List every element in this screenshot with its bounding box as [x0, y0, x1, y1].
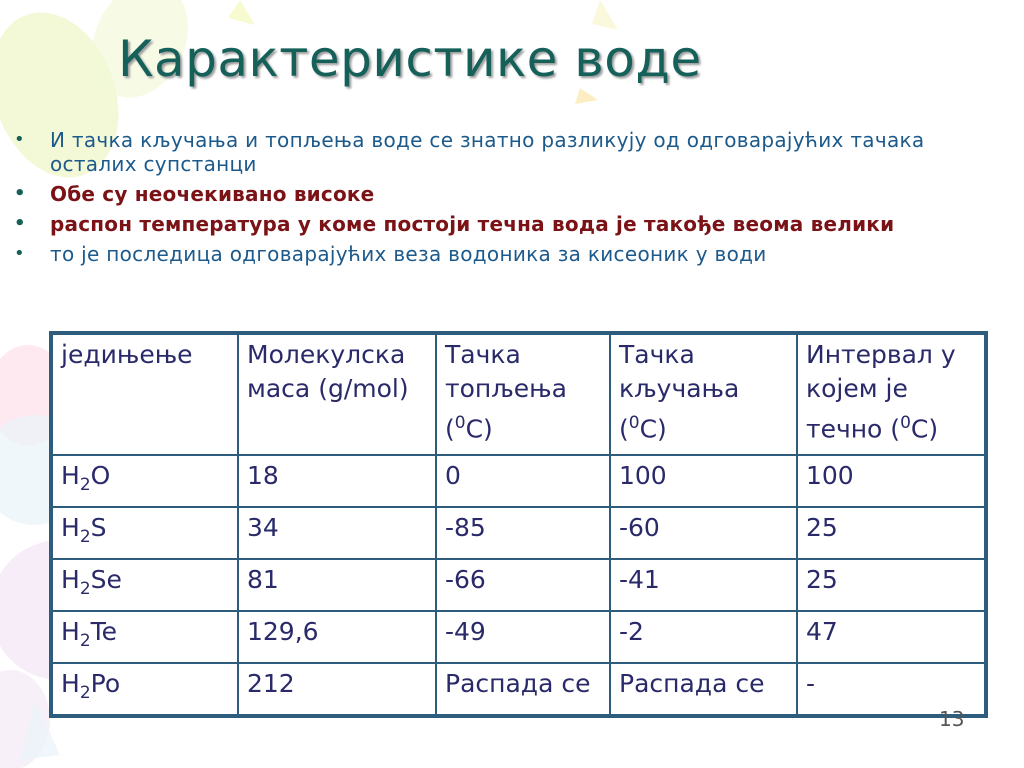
cell-interval: 25: [797, 507, 986, 559]
cell-melting: Распада се: [436, 663, 610, 716]
cell-mass: 81: [238, 559, 436, 611]
header-boiling-point: Тачка кључања ($^0$C): [610, 333, 797, 455]
table-row: [51, 507, 986, 559]
table-row: [51, 455, 986, 507]
cell-mass: 18: [238, 455, 436, 507]
cell-mass: 129,6: [238, 611, 436, 663]
cell-melting: -85: [436, 507, 610, 559]
cell-melting: 0: [436, 455, 610, 507]
header-liquid-interval: Интервал у којем је течно ($^0$C): [797, 333, 986, 455]
header-molar-mass: Молекулска маса (g/mol): [238, 333, 436, 455]
cell-interval: 100: [797, 455, 986, 507]
cell-interval: 25: [797, 559, 986, 611]
cell-mass: 212: [238, 663, 436, 716]
page-number: 13: [939, 707, 965, 731]
cell-compound: $H_2Te$: [51, 611, 238, 663]
table-row: [51, 559, 986, 611]
cell-compound: $H_2O$: [51, 455, 238, 507]
cell-melting: -66: [436, 559, 610, 611]
bullet-dot-icon: •: [14, 129, 25, 150]
cell-melting: -49: [436, 611, 610, 663]
cell-boiling: 100: [610, 455, 797, 507]
cell-compound: $H_2Po$: [51, 663, 238, 716]
header-melting-point: Тачка топљења ($^0$C): [436, 333, 610, 455]
properties-table: [49, 331, 988, 718]
cell-interval: -: [797, 663, 986, 716]
bullet-item: [14, 242, 974, 266]
header-compound: једињење: [51, 333, 238, 455]
cell-boiling: -41: [610, 559, 797, 611]
cell-compound: $H_2S$: [51, 507, 238, 559]
bullet-text: то је последица одговарајућих веза водоника за кисеоник у води: [50, 242, 767, 266]
bullet-text: И тачка кључања и топљења воде се знатно разликују од одговарајућих тачака осталих супстанци: [50, 128, 925, 176]
bullet-dot-icon: •: [14, 183, 26, 204]
cell-boiling: -60: [610, 507, 797, 559]
cell-interval: 47: [797, 611, 986, 663]
cell-compound: $H_2Se$: [51, 559, 238, 611]
cell-boiling: -2: [610, 611, 797, 663]
slide-title: Карактеристике воде: [118, 30, 702, 88]
bullet-text: распон температура у коме постоји течна вода је такође веома велики: [50, 212, 895, 236]
cell-mass: 34: [238, 507, 436, 559]
table-row: [51, 663, 986, 716]
table-header-row: [51, 333, 986, 455]
bullet-list: [14, 128, 974, 272]
bullet-text: Обе су неочекивано високе: [50, 182, 375, 206]
cell-boiling: Распада се: [610, 663, 797, 716]
bullet-item: [14, 128, 974, 176]
table-row: [51, 611, 986, 663]
bullet-dot-icon: •: [14, 243, 25, 264]
bullet-dot-icon: •: [14, 213, 26, 234]
bullet-item: [14, 212, 974, 236]
bullet-item: [14, 182, 974, 206]
